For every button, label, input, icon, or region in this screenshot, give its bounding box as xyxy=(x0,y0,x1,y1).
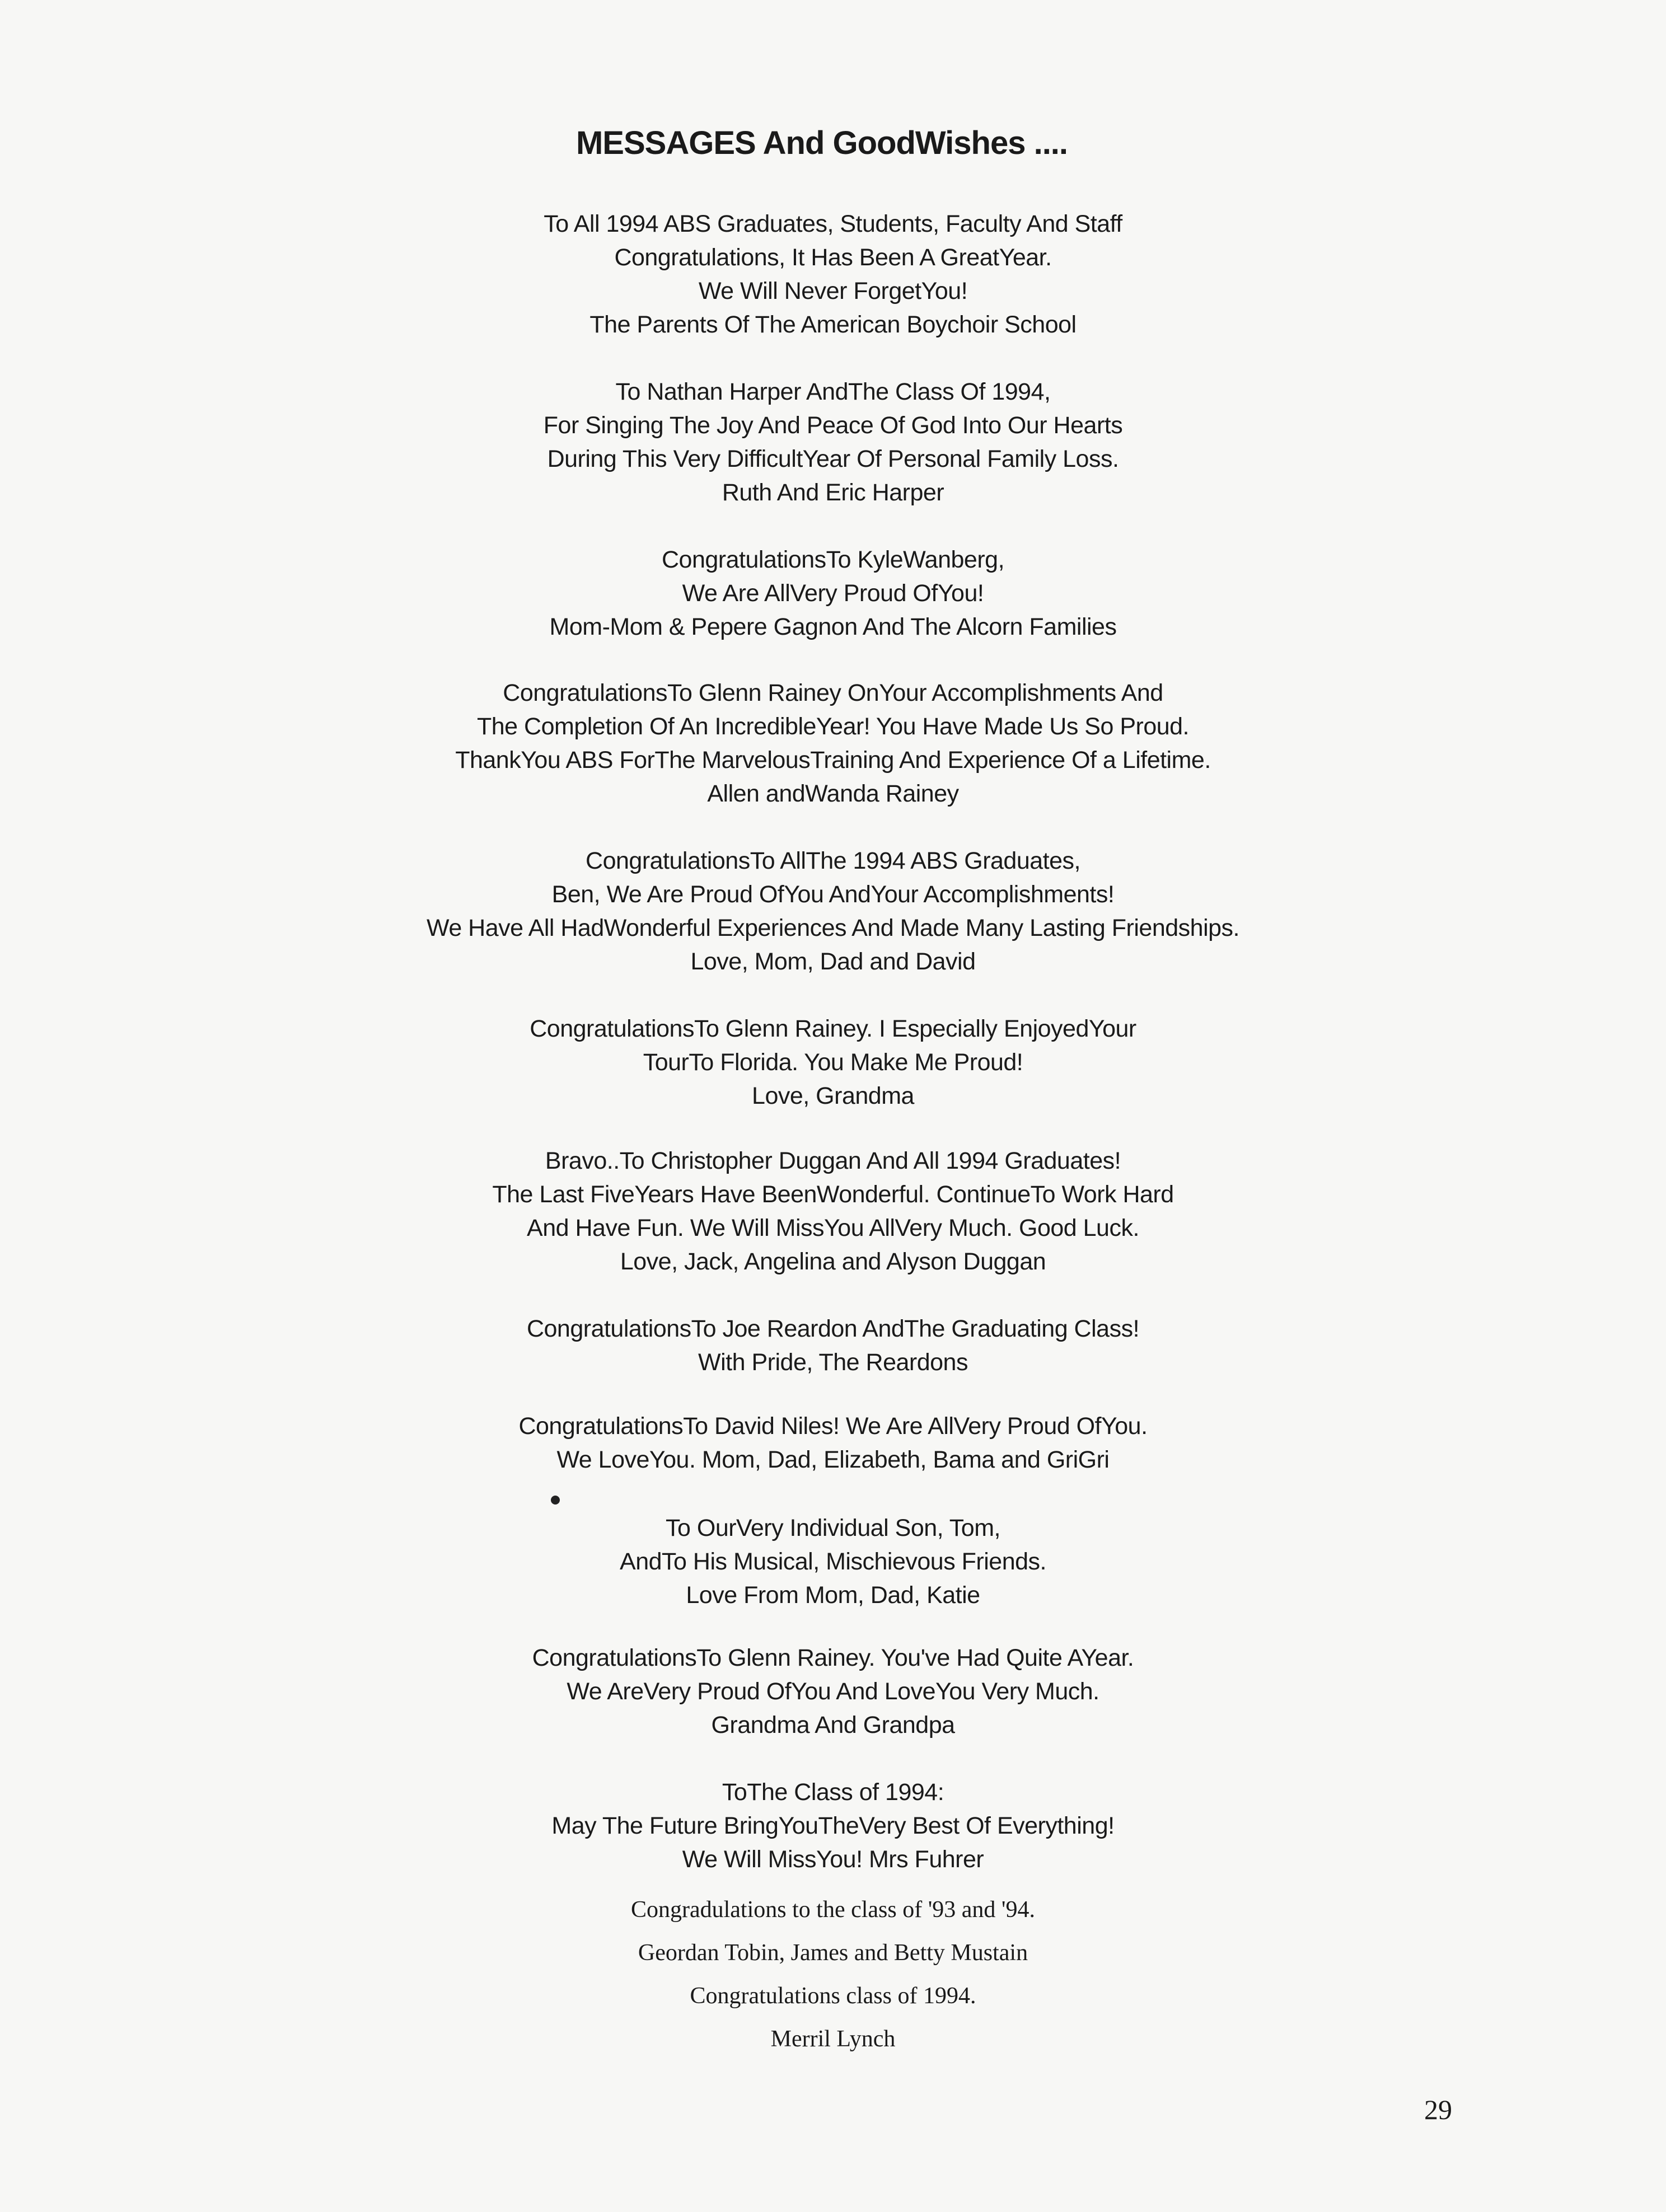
message-block xyxy=(0,844,1666,978)
message-line: TourTo Florida. You Make Me Proud! xyxy=(643,1049,1023,1076)
message-line: Love From Mom, Dad, Katie xyxy=(686,1582,980,1609)
message-block xyxy=(0,1511,1666,1612)
message-line: CongratulationsTo Joe Reardon AndThe Graduating Class! xyxy=(526,1315,1140,1342)
message-block xyxy=(0,1641,1666,1742)
message-block xyxy=(0,1144,1666,1278)
message-line: The Parents Of The American Boychoir School xyxy=(589,311,1077,338)
message-block xyxy=(0,1409,1666,1477)
message-line: We AreVery Proud OfYou And LoveYou Very Much. xyxy=(567,1678,1099,1705)
message-block xyxy=(0,1012,1666,1113)
message-line: We Are AllVery Proud OfYou! xyxy=(682,580,984,607)
message-line: We Will MissYou! Mrs Fuhrer xyxy=(682,1846,984,1873)
message-line: For Singing The Joy And Peace Of God Into Our Hearts xyxy=(543,412,1123,439)
message-line: We LoveYou. Mom, Dad, Elizabeth, Bama and GriGri xyxy=(556,1446,1110,1473)
message-line: The Completion Of An IncredibleYear! You Have Made Us So Proud. xyxy=(476,713,1190,740)
message-block xyxy=(0,543,1666,644)
message-line: Love, Mom, Dad and David xyxy=(690,948,976,975)
ink-speck xyxy=(551,1496,560,1505)
message-line: CongratulationsTo KyleWanberg, xyxy=(661,546,1005,573)
message-line: With Pride, The Reardons xyxy=(698,1349,968,1376)
message-line: May The Future BringYouTheVery Best Of Everything! xyxy=(551,1812,1115,1839)
message-block xyxy=(0,676,1666,810)
message-line: CongratulationsTo Glenn Rainey. I Especially EnjoyedYour xyxy=(530,1015,1136,1042)
message-line: Grandma And Grandpa xyxy=(711,1712,955,1738)
message-block xyxy=(0,375,1666,509)
message-line: Allen andWanda Rainey xyxy=(707,780,959,807)
message-line: Ruth And Eric Harper xyxy=(722,479,944,506)
message-line: Congratulations, It Has Been A GreatYear. xyxy=(614,244,1052,271)
page-number: 29 xyxy=(1424,2094,1452,2125)
message-line: CongratulationsTo Glenn Rainey. You've Had Quite AYear. xyxy=(532,1644,1134,1671)
message-line: AndTo His Musical, Mischievous Friends. xyxy=(620,1548,1046,1575)
message-line: Ben, We Are Proud OfYou AndYour Accomplishments! xyxy=(551,881,1115,908)
message-line: During This Very DifficultYear Of Personal Family Loss. xyxy=(547,446,1119,472)
message-line: Geordan Tobin, James and Betty Mustain xyxy=(638,1940,1028,1966)
message-line: Merril Lynch xyxy=(770,2026,896,2052)
message-line: CongratulationsTo Glenn Rainey OnYour Accomplishments And xyxy=(503,679,1163,706)
page-title: MESSAGES And GoodWishes .... xyxy=(575,125,1068,161)
message-line: ToThe Class of 1994: xyxy=(722,1779,944,1806)
message-line: The Last FiveYears Have BeenWonderful. ContinueTo Work Hard xyxy=(492,1181,1174,1208)
message-line: Love, Grandma xyxy=(752,1082,914,1109)
message-line: Congradulations to the class of '93 and '94. xyxy=(630,1897,1036,1923)
message-block xyxy=(0,1312,1666,1379)
message-line: To OurVery Individual Son, Tom, xyxy=(666,1515,1000,1541)
message-line: CongratulationsTo AllThe 1994 ABS Graduates, xyxy=(586,847,1080,874)
message-line: We Will Never ForgetYou! xyxy=(698,278,968,304)
message-line: And Have Fun. We Will MissYou AllVery Much. Good Luck. xyxy=(527,1215,1139,1241)
message-line: Bravo..To Christopher Duggan And All 1994 Graduates! xyxy=(545,1147,1121,1174)
message-line: CongratulationsTo David Niles! We Are AllVery Proud OfYou. xyxy=(518,1413,1148,1440)
message-block xyxy=(0,207,1666,341)
message-line: Love, Jack, Angelina and Alyson Duggan xyxy=(620,1248,1046,1275)
message-line: We Have All HadWonderful Experiences And Made Many Lasting Friendships. xyxy=(427,915,1239,941)
message-line: To All 1994 ABS Graduates, Students, Faculty And Staff xyxy=(544,210,1122,237)
message-block xyxy=(0,1775,1666,1876)
closing-messages xyxy=(0,1888,1666,2061)
message-line: To Nathan Harper AndThe Class Of 1994, xyxy=(615,378,1051,405)
message-line: ThankYou ABS ForThe MarvelousTraining And Experience Of a Lifetime. xyxy=(455,747,1211,774)
message-line: Mom-Mom & Pepere Gagnon And The Alcorn Families xyxy=(549,613,1117,640)
message-line: Congratulations class of 1994. xyxy=(690,1983,976,2009)
